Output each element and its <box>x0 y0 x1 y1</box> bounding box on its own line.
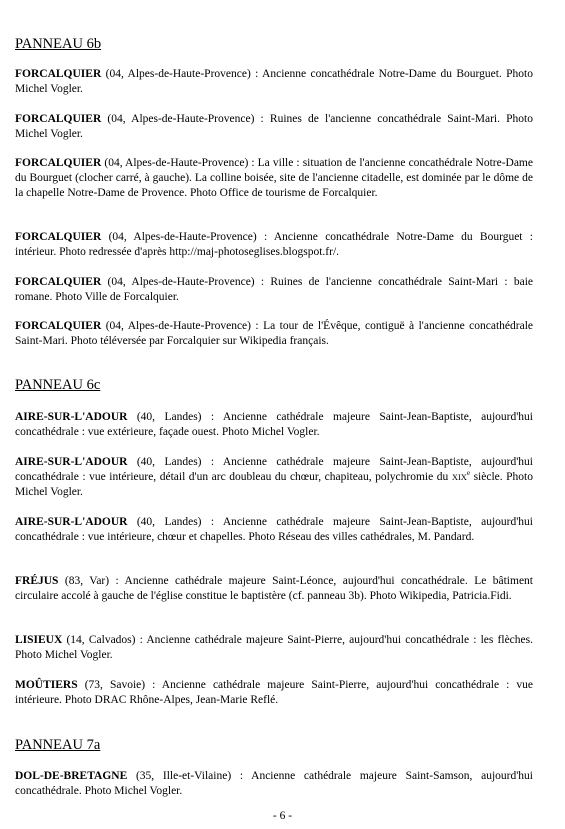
caption-entry <box>15 515 533 545</box>
section-title-7a: PANNEAU 7a <box>15 737 101 753</box>
place-name: FORCALQUIER <box>15 320 102 332</box>
section-title-6c: PANNEAU 6c <box>15 377 101 393</box>
caption-text-after: siècle. Photo Michel Vogler. <box>15 471 533 498</box>
caption-entry <box>15 275 533 305</box>
caption-entry <box>15 156 533 201</box>
caption-text: (04, Alpes-de-Haute-Provence) : Ruines de l'ancienne concathédrale Saint-Mari : baie romane. Photo Ville de Forcalquier. <box>15 276 533 303</box>
place-name: MOÛTIERS <box>15 679 78 691</box>
caption-entry <box>15 678 533 708</box>
place-name: FORCALQUIER <box>15 231 102 243</box>
caption-text: (04, Alpes-de-Haute-Provence) : La tour de l'Évêque, contiguë à l'ancienne concathédrale Saint-Mari. Photo téléversée par Forcalquier sur Wikipedia français. <box>15 320 533 347</box>
caption-entry <box>15 112 533 142</box>
place-name: FORCALQUIER <box>15 68 102 80</box>
place-name: AIRE-SUR-L'ADOUR <box>15 516 128 528</box>
place-name: DOL-DE-BRETAGNE <box>15 770 128 782</box>
caption-entry <box>15 633 533 663</box>
century-suffix: e <box>466 469 471 478</box>
caption-entry <box>15 67 533 97</box>
place-name: AIRE-SUR-L'ADOUR <box>15 411 128 423</box>
caption-text: (73, Savoie) : Ancienne cathédrale majeure Saint-Pierre, aujourd'hui concathédrale : vue intérieure. Photo DRAC Rhône-Alpes, Jean-Marie Reflé. <box>15 679 533 706</box>
caption-entry <box>15 455 533 500</box>
caption-entry <box>15 410 533 440</box>
caption-text: (14, Calvados) : Ancienne cathédrale majeure Saint-Pierre, aujourd'hui concathédrale : les flèches. Photo Michel Vogler. <box>15 634 533 661</box>
caption-entry <box>15 319 533 349</box>
page-number: - 6 - <box>272 810 293 822</box>
place-name: LISIEUX <box>15 634 63 646</box>
century-numeral: XIX <box>451 472 467 482</box>
section-title-6b: PANNEAU 6b <box>15 36 102 52</box>
place-name: AIRE-SUR-L'ADOUR <box>15 456 128 468</box>
caption-text: (04, Alpes-de-Haute-Provence) : Ruines de l'ancienne concathédrale Saint-Mari. Photo Michel Vogler. <box>15 113 533 140</box>
caption-text: (04, Alpes-de-Haute-Provence) : Ancienne concathédrale Notre-Dame du Bourguet : intérieur. Photo redressée d'après http://maj-photoseglises.blogspot.fr/. <box>15 231 533 258</box>
caption-text: (40, Landes) : Ancienne cathédrale majeure Saint-Jean-Baptiste, aujourd'hui concathédrale : vue intérieure, détail d'un arc doubleau du chœur, chapiteau, polychromie du <box>15 456 533 483</box>
caption-text: (04, Alpes-de-Haute-Provence) : Ancienne concathédrale Notre-Dame du Bourguet. Photo Michel Vogler. <box>15 68 533 95</box>
place-name: FRÉJUS <box>15 575 59 587</box>
caption-entry <box>15 230 533 260</box>
place-name: FORCALQUIER <box>15 113 102 125</box>
place-name: FORCALQUIER <box>15 157 102 169</box>
caption-entry <box>15 769 533 799</box>
caption-entry <box>15 574 533 604</box>
caption-text: (04, Alpes-de-Haute-Provence) : La ville : situation de l'ancienne concathédrale Notre-Dame du Bourguet (clocher carré, à gauche). La colline boisée, site de l'ancienne citadelle, est dominée par le dôme de la chapelle Notre-Dame de Provence. Photo Office de tourisme de Forcalquier. <box>15 157 533 199</box>
caption-text: (40, Landes) : Ancienne cathédrale majeure Saint-Jean-Baptiste, aujourd'hui concathédrale : vue extérieure, façade ouest. Photo Michel Vogler. <box>15 411 533 438</box>
caption-text: (83, Var) : Ancienne cathédrale majeure Saint-Léonce, aujourd'hui concathédrale. Le bâtiment circulaire accolé à gauche de l'église constitue le baptistère (cf. panneau 3b). Photo Wikipedia, Patricia.Fidi. <box>15 575 533 602</box>
caption-text: (35, Ille-et-Vilaine) : Ancienne cathédrale majeure Saint-Samson, aujourd'hui concathédrale. Photo Michel Vogler. <box>15 770 533 797</box>
place-name: FORCALQUIER <box>15 276 102 288</box>
caption-text: (40, Landes) : Ancienne cathédrale majeure Saint-Jean-Baptiste, aujourd'hui concathédrale : vue intérieure, chœur et chapelles. Photo Réseau des villes cathédrales, M. Pandard. <box>15 516 533 543</box>
